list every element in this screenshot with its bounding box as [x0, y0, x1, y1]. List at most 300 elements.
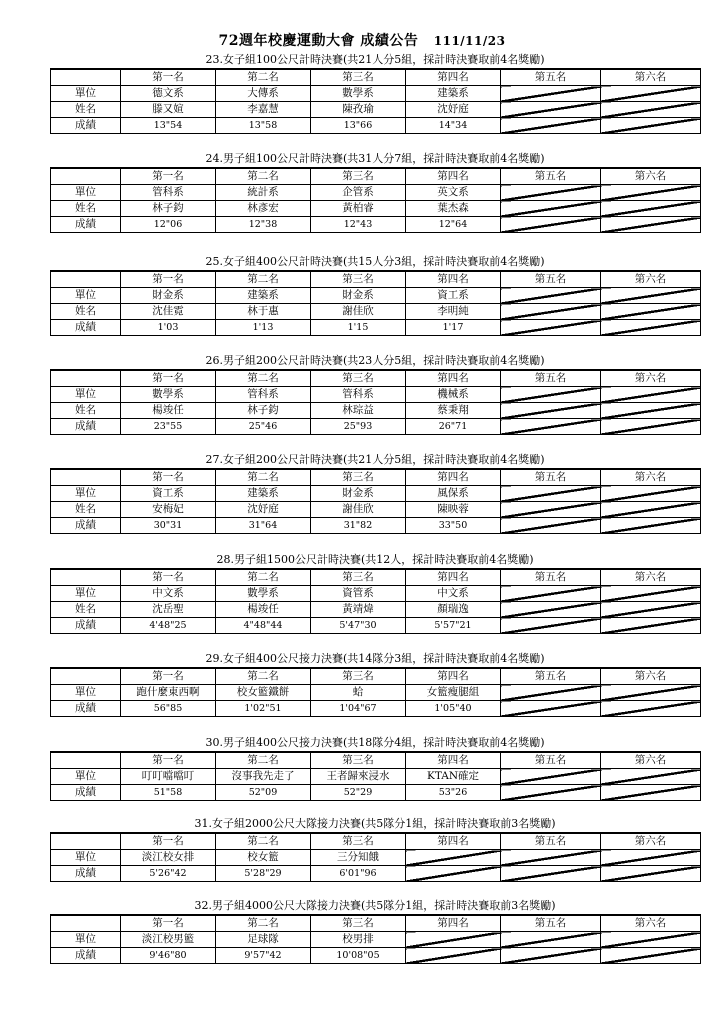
- place-header: 第四名: [406, 752, 501, 769]
- event-block: [50, 651, 700, 717]
- unit-row: [51, 850, 701, 866]
- place-header: 第四名: [406, 833, 501, 850]
- name-row: [51, 602, 701, 618]
- result-cell: 林彥宏: [216, 201, 311, 217]
- place-header: 第四名: [406, 668, 501, 685]
- place-header: 第一名: [121, 168, 216, 185]
- header-corner-cell: [51, 370, 121, 387]
- result-cell: 楊竣任: [216, 602, 311, 618]
- empty-slash-cell: [501, 403, 601, 419]
- empty-slash-cell: [601, 118, 701, 134]
- row-label: 成績: [51, 518, 121, 534]
- result-cell: 滕又媗: [121, 102, 216, 118]
- place-header: 第五名: [501, 370, 601, 387]
- result-cell: 林于惠: [216, 304, 311, 320]
- empty-slash-cell: [501, 618, 601, 634]
- result-cell: 5'47"30: [311, 618, 406, 634]
- result-cell: 1'05"40: [406, 701, 501, 717]
- score-row: [51, 701, 701, 717]
- place-header: 第二名: [216, 168, 311, 185]
- unit-row: [51, 86, 701, 102]
- empty-slash-cell: [501, 288, 601, 304]
- place-header: 第六名: [601, 168, 701, 185]
- event-block: [50, 254, 700, 336]
- unit-row: [51, 769, 701, 785]
- result-cell: 52"29: [311, 785, 406, 801]
- header-row: [51, 69, 701, 86]
- unit-row: [51, 685, 701, 701]
- place-header: 第一名: [121, 752, 216, 769]
- empty-slash-cell: [501, 419, 601, 435]
- empty-slash-cell: [601, 618, 701, 634]
- results-table: [50, 832, 701, 882]
- result-cell: 12"64: [406, 217, 501, 233]
- empty-slash-cell: [501, 387, 601, 403]
- place-header: 第六名: [601, 69, 701, 86]
- result-cell: 蛤: [311, 685, 406, 701]
- result-cell: 中文系: [406, 586, 501, 602]
- empty-slash-cell: [601, 102, 701, 118]
- name-row: [51, 102, 701, 118]
- empty-slash-cell: [501, 850, 601, 866]
- place-header: 第五名: [501, 915, 601, 932]
- result-cell: 校女籃鐵餅: [216, 685, 311, 701]
- result-cell: 大傳系: [216, 86, 311, 102]
- event-title: 23.女子組100公尺計時決賽(共21人分5組，採計時決賽取前4名獎勵): [205, 53, 545, 66]
- empty-slash-cell: [601, 502, 701, 518]
- empty-slash-cell: [501, 586, 601, 602]
- empty-slash-cell: [501, 486, 601, 502]
- result-cell: 管科系: [121, 185, 216, 201]
- result-cell: 建築系: [406, 86, 501, 102]
- result-cell: 財金系: [311, 288, 406, 304]
- empty-slash-cell: [601, 217, 701, 233]
- place-header: 第一名: [121, 668, 216, 685]
- score-row: [51, 217, 701, 233]
- place-header: 第二名: [216, 668, 311, 685]
- empty-slash-cell: [501, 502, 601, 518]
- row-label: 單位: [51, 486, 121, 502]
- row-label: 單位: [51, 685, 121, 701]
- result-cell: 31"64: [216, 518, 311, 534]
- result-cell: 謝佳欣: [311, 304, 406, 320]
- place-header: 第四名: [406, 370, 501, 387]
- empty-slash-cell: [501, 201, 601, 217]
- score-row: [51, 518, 701, 534]
- row-label: 成績: [51, 785, 121, 801]
- event-title: 26.男子組200公尺計時決賽(共23人分5組，採計時決賽取前4名獎勵): [205, 354, 545, 367]
- result-cell: 10'08"05: [311, 948, 406, 964]
- result-cell: 1'02"51: [216, 701, 311, 717]
- event-block: [50, 552, 700, 634]
- empty-slash-cell: [601, 866, 701, 882]
- place-header: 第六名: [601, 370, 701, 387]
- event-title: 25.女子組400公尺計時決賽(共15人分3組，採計時決賽取前4名獎勵): [205, 255, 545, 268]
- place-header: 第五名: [501, 469, 601, 486]
- row-label: 單位: [51, 586, 121, 602]
- result-cell: 1'15: [311, 320, 406, 336]
- place-header: 第三名: [311, 469, 406, 486]
- place-header: 第三名: [311, 69, 406, 86]
- place-header: 第二名: [216, 752, 311, 769]
- score-row: [51, 866, 701, 882]
- empty-slash-cell: [501, 866, 601, 882]
- result-cell: 1'17: [406, 320, 501, 336]
- result-cell: 林子鈞: [121, 201, 216, 217]
- announcement-date: 111/11/23: [433, 34, 506, 48]
- empty-slash-cell: [601, 586, 701, 602]
- empty-slash-cell: [601, 932, 701, 948]
- empty-slash-cell: [601, 320, 701, 336]
- empty-slash-cell: [501, 602, 601, 618]
- result-cell: 12"38: [216, 217, 311, 233]
- header-corner-cell: [51, 569, 121, 586]
- result-cell: 52"09: [216, 785, 311, 801]
- place-header: 第五名: [501, 69, 601, 86]
- header-row: [51, 469, 701, 486]
- result-cell: 王者歸來浸水: [311, 769, 406, 785]
- row-label: 單位: [51, 850, 121, 866]
- results-table: [50, 914, 701, 964]
- event-block: [50, 735, 700, 801]
- empty-slash-cell: [601, 288, 701, 304]
- result-cell: 31"82: [311, 518, 406, 534]
- name-row: [51, 201, 701, 217]
- row-label: 單位: [51, 185, 121, 201]
- empty-slash-cell: [601, 387, 701, 403]
- event-block: [50, 816, 700, 882]
- result-cell: 53"26: [406, 785, 501, 801]
- result-cell: 56"85: [121, 701, 216, 717]
- result-cell: 三分知餓: [311, 850, 406, 866]
- result-cell: 51"58: [121, 785, 216, 801]
- result-cell: 13"66: [311, 118, 406, 134]
- result-cell: 26"71: [406, 419, 501, 435]
- event-title: 32.男子組4000公尺大隊接力決賽(共5隊分1組，採計時決賽取前3名獎勵): [194, 899, 556, 912]
- result-cell: 財金系: [311, 486, 406, 502]
- row-label: 姓名: [51, 304, 121, 320]
- result-cell: 資管系: [311, 586, 406, 602]
- row-label: 姓名: [51, 602, 121, 618]
- header-row: [51, 168, 701, 185]
- event-block: [50, 151, 700, 233]
- result-cell: 建築系: [216, 486, 311, 502]
- place-header: 第三名: [311, 370, 406, 387]
- empty-slash-cell: [501, 785, 601, 801]
- place-header: 第五名: [501, 569, 601, 586]
- result-cell: 管科系: [216, 387, 311, 403]
- place-header: 第一名: [121, 69, 216, 86]
- empty-slash-cell: [501, 701, 601, 717]
- place-header: 第一名: [121, 469, 216, 486]
- result-cell: 校男排: [311, 932, 406, 948]
- empty-slash-cell: [501, 304, 601, 320]
- result-cell: 楊竣任: [121, 403, 216, 419]
- event-block: [50, 353, 700, 435]
- header-row: [51, 668, 701, 685]
- row-label: 成績: [51, 320, 121, 336]
- empty-slash-cell: [501, 118, 601, 134]
- place-header: 第四名: [406, 271, 501, 288]
- empty-slash-cell: [501, 518, 601, 534]
- result-cell: 林子鈞: [216, 403, 311, 419]
- result-cell: 謝佳欣: [311, 502, 406, 518]
- score-row: [51, 948, 701, 964]
- result-cell: 資工系: [121, 486, 216, 502]
- place-header: 第二名: [216, 569, 311, 586]
- page-title-text: 72週年校慶運動大會 成績公告: [218, 33, 419, 49]
- result-cell: 25"46: [216, 419, 311, 435]
- result-cell: 5'28"29: [216, 866, 311, 882]
- empty-slash-cell: [501, 185, 601, 201]
- header-row: [51, 752, 701, 769]
- place-header: 第六名: [601, 752, 701, 769]
- result-cell: 淡江校女排: [121, 850, 216, 866]
- result-cell: 1'04"67: [311, 701, 406, 717]
- place-header: 第五名: [501, 271, 601, 288]
- place-header: 第三名: [311, 271, 406, 288]
- row-label: 成績: [51, 618, 121, 634]
- place-header: 第五名: [501, 833, 601, 850]
- header-corner-cell: [51, 833, 121, 850]
- unit-row: [51, 288, 701, 304]
- header-row: [51, 569, 701, 586]
- result-cell: 13"54: [121, 118, 216, 134]
- place-header: 第二名: [216, 833, 311, 850]
- row-label: 成績: [51, 217, 121, 233]
- result-cell: 葉杰森: [406, 201, 501, 217]
- row-label: 單位: [51, 387, 121, 403]
- header-corner-cell: [51, 668, 121, 685]
- score-row: [51, 320, 701, 336]
- result-cell: 沒事我先走了: [216, 769, 311, 785]
- results-table: [50, 568, 701, 634]
- result-cell: 李嘉慧: [216, 102, 311, 118]
- result-cell: 33"50: [406, 518, 501, 534]
- results-table: [50, 751, 701, 801]
- result-cell: 數學系: [311, 86, 406, 102]
- empty-slash-cell: [601, 419, 701, 435]
- empty-slash-cell: [601, 701, 701, 717]
- result-cell: 沈岳聖: [121, 602, 216, 618]
- result-cell: 1'03: [121, 320, 216, 336]
- result-cell: 德文系: [121, 86, 216, 102]
- header-corner-cell: [51, 752, 121, 769]
- empty-slash-cell: [601, 86, 701, 102]
- result-cell: 4'48"25: [121, 618, 216, 634]
- place-header: 第二名: [216, 271, 311, 288]
- score-row: [51, 785, 701, 801]
- result-cell: 沈佳霓: [121, 304, 216, 320]
- empty-slash-cell: [601, 685, 701, 701]
- row-label: 單位: [51, 769, 121, 785]
- result-cell: 1'13: [216, 320, 311, 336]
- empty-slash-cell: [601, 304, 701, 320]
- result-cell: 12"06: [121, 217, 216, 233]
- result-cell: 李明純: [406, 304, 501, 320]
- place-header: 第六名: [601, 833, 701, 850]
- place-header: 第六名: [601, 271, 701, 288]
- result-cell: 統計系: [216, 185, 311, 201]
- result-cell: 跑什麼東西啊: [121, 685, 216, 701]
- place-header: 第三名: [311, 668, 406, 685]
- place-header: 第五名: [501, 752, 601, 769]
- place-header: 第一名: [121, 569, 216, 586]
- place-header: 第四名: [406, 915, 501, 932]
- place-header: 第二名: [216, 370, 311, 387]
- results-table: [50, 68, 701, 134]
- empty-slash-cell: [501, 86, 601, 102]
- result-cell: 沈妤庭: [406, 102, 501, 118]
- result-cell: 5'26"42: [121, 866, 216, 882]
- empty-slash-cell: [501, 217, 601, 233]
- event-block: [50, 452, 700, 534]
- result-cell: 30"31: [121, 518, 216, 534]
- result-cell: 管科系: [311, 387, 406, 403]
- result-cell: 財金系: [121, 288, 216, 304]
- empty-slash-cell: [501, 932, 601, 948]
- results-table: [50, 270, 701, 336]
- event-block: [50, 898, 700, 964]
- empty-slash-cell: [601, 850, 701, 866]
- score-row: [51, 118, 701, 134]
- result-cell: 6'01"96: [311, 866, 406, 882]
- header-row: [51, 271, 701, 288]
- score-row: [51, 419, 701, 435]
- empty-slash-cell: [601, 785, 701, 801]
- empty-slash-cell: [406, 948, 501, 964]
- result-cell: 建築系: [216, 288, 311, 304]
- event-title: 29.女子組400公尺接力決賽(共14隊分3組，採計時決賽取前4名獎勵): [205, 652, 545, 665]
- empty-slash-cell: [406, 866, 501, 882]
- header-corner-cell: [51, 271, 121, 288]
- empty-slash-cell: [601, 201, 701, 217]
- name-row: [51, 304, 701, 320]
- result-cell: 4"48"44: [216, 618, 311, 634]
- empty-slash-cell: [501, 685, 601, 701]
- header-row: [51, 370, 701, 387]
- row-label: 單位: [51, 288, 121, 304]
- result-cell: 女籃瘦腿組: [406, 685, 501, 701]
- header-corner-cell: [51, 69, 121, 86]
- result-cell: 25"93: [311, 419, 406, 435]
- empty-slash-cell: [601, 486, 701, 502]
- event-title: 24.男子組100公尺計時決賽(共31人分7組，採計時決賽取前4名獎勵): [205, 152, 545, 165]
- result-cell: 9'46"80: [121, 948, 216, 964]
- row-label: 姓名: [51, 201, 121, 217]
- unit-row: [51, 586, 701, 602]
- result-cell: 資工系: [406, 288, 501, 304]
- result-cell: 陳孜瑜: [311, 102, 406, 118]
- row-label: 姓名: [51, 502, 121, 518]
- unit-row: [51, 932, 701, 948]
- result-cell: 23"55: [121, 419, 216, 435]
- result-cell: 叮叮噹噹叮: [121, 769, 216, 785]
- event-title: 30.男子組400公尺接力決賽(共18隊分4組，採計時決賽取前4名獎勵): [205, 736, 545, 749]
- empty-slash-cell: [601, 769, 701, 785]
- place-header: 第三名: [311, 569, 406, 586]
- event-title: 31.女子組2000公尺大隊接力決賽(共5隊分1組，採計時決賽取前3名獎勵): [194, 817, 556, 830]
- unit-row: [51, 486, 701, 502]
- place-header: 第六名: [601, 469, 701, 486]
- result-cell: 風保系: [406, 486, 501, 502]
- result-cell: 14"34: [406, 118, 501, 134]
- row-label: 姓名: [51, 403, 121, 419]
- place-header: 第四名: [406, 469, 501, 486]
- place-header: 第三名: [311, 752, 406, 769]
- empty-slash-cell: [406, 850, 501, 866]
- results-table: [50, 369, 701, 435]
- place-header: 第六名: [601, 668, 701, 685]
- place-header: 第二名: [216, 469, 311, 486]
- event-block: [50, 52, 700, 134]
- result-cell: 數學系: [216, 586, 311, 602]
- empty-slash-cell: [601, 185, 701, 201]
- place-header: 第五名: [501, 668, 601, 685]
- event-title: 28.男子組1500公尺計時決賽(共12人，採計時決賽取前4名獎勵): [216, 553, 534, 566]
- empty-slash-cell: [601, 602, 701, 618]
- place-header: 第四名: [406, 569, 501, 586]
- results-table: [50, 667, 701, 717]
- row-label: 姓名: [51, 102, 121, 118]
- event-title: 27.女子組200公尺計時決賽(共21人分5組，採計時決賽取前4名獎勵): [205, 453, 545, 466]
- result-cell: 林琮益: [311, 403, 406, 419]
- empty-slash-cell: [501, 320, 601, 336]
- place-header: 第四名: [406, 168, 501, 185]
- empty-slash-cell: [601, 518, 701, 534]
- result-cell: 中文系: [121, 586, 216, 602]
- result-cell: 數學系: [121, 387, 216, 403]
- result-cell: 12"43: [311, 217, 406, 233]
- place-header: 第六名: [601, 915, 701, 932]
- result-cell: 黃柏睿: [311, 201, 406, 217]
- header-corner-cell: [51, 168, 121, 185]
- place-header: 第五名: [501, 168, 601, 185]
- result-cell: 企管系: [311, 185, 406, 201]
- row-label: 成績: [51, 866, 121, 882]
- row-label: 成績: [51, 118, 121, 134]
- place-header: 第二名: [216, 69, 311, 86]
- result-cell: 英文系: [406, 185, 501, 201]
- header-corner-cell: [51, 469, 121, 486]
- result-cell: 陳映蓉: [406, 502, 501, 518]
- name-row: [51, 502, 701, 518]
- result-cell: KTAN確定: [406, 769, 501, 785]
- row-label: 成績: [51, 701, 121, 717]
- place-header: 第四名: [406, 69, 501, 86]
- result-cell: 校女籃: [216, 850, 311, 866]
- result-cell: 9'57"42: [216, 948, 311, 964]
- row-label: 單位: [51, 932, 121, 948]
- result-cell: 黃靖煒: [311, 602, 406, 618]
- result-cell: 安梅妃: [121, 502, 216, 518]
- name-row: [51, 403, 701, 419]
- results-table: [50, 468, 701, 534]
- results-table: [50, 167, 701, 233]
- place-header: 第二名: [216, 915, 311, 932]
- row-label: 單位: [51, 86, 121, 102]
- empty-slash-cell: [501, 769, 601, 785]
- unit-row: [51, 185, 701, 201]
- place-header: 第一名: [121, 271, 216, 288]
- result-cell: 淡江校男籃: [121, 932, 216, 948]
- row-label: 成績: [51, 419, 121, 435]
- header-row: [51, 833, 701, 850]
- header-row: [51, 915, 701, 932]
- place-header: 第一名: [121, 915, 216, 932]
- result-cell: 蔡秉翔: [406, 403, 501, 419]
- empty-slash-cell: [501, 948, 601, 964]
